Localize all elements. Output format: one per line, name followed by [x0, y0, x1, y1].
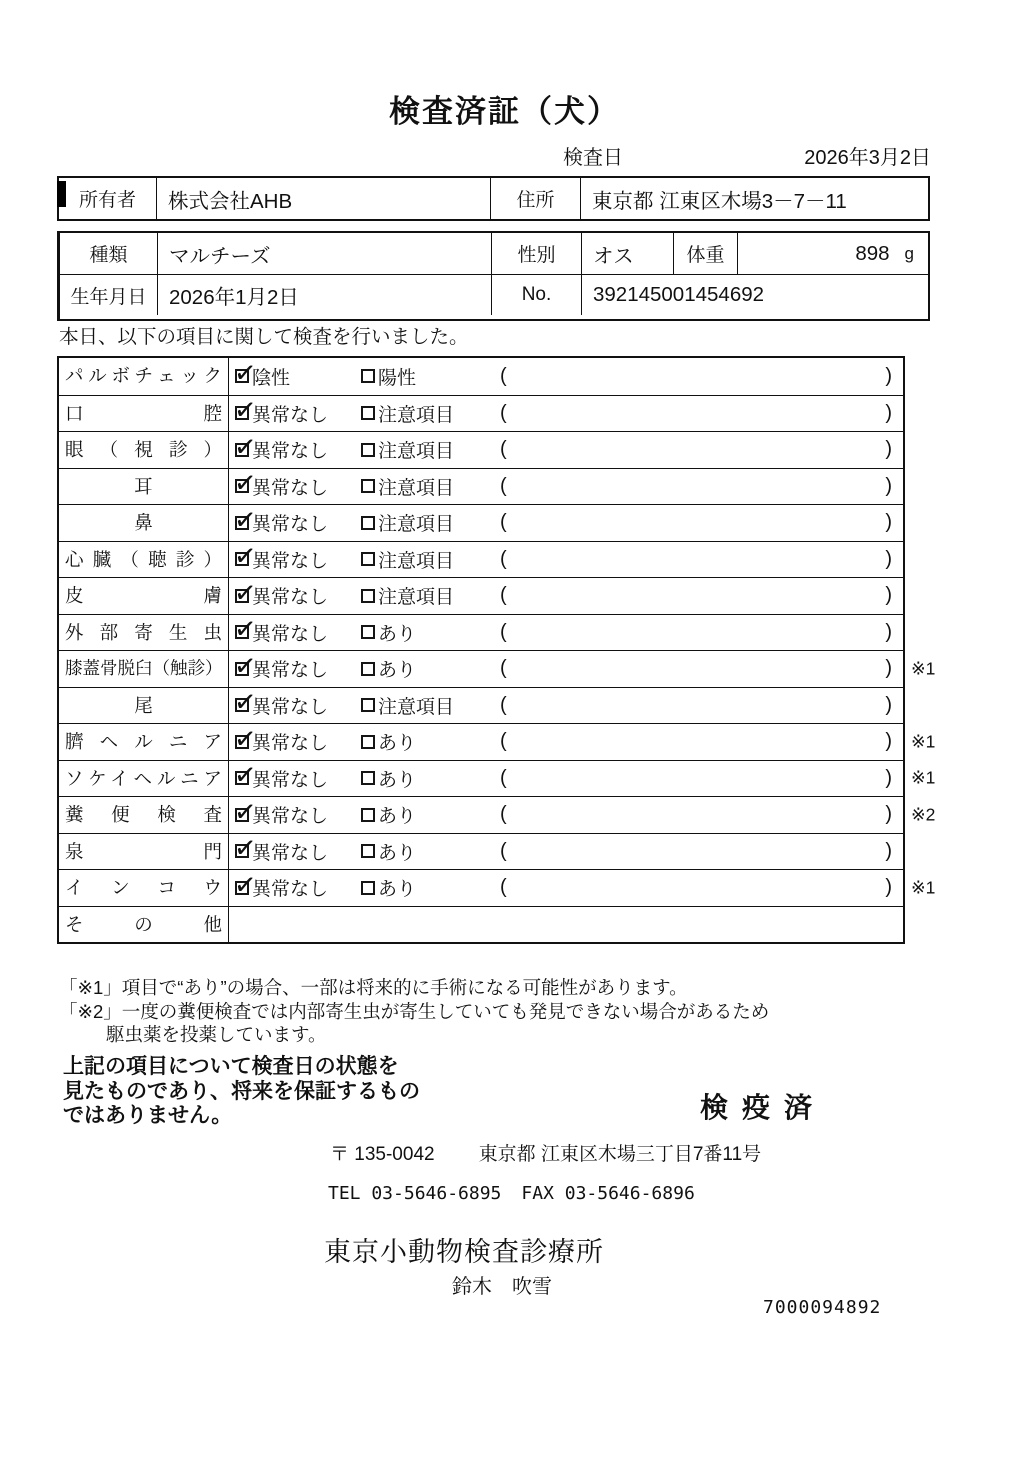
result-ng-option	[355, 358, 492, 395]
checkbox-checked-icon	[235, 479, 249, 493]
paren-open: (	[500, 474, 507, 497]
result-ok-option	[229, 834, 355, 870]
result-ng-option	[355, 542, 492, 578]
scan-mark	[57, 181, 66, 207]
ng-option-label: あり	[378, 623, 417, 645]
ng-option-label: あり	[378, 842, 417, 864]
owner-value: 株式会社AHB	[156, 178, 490, 219]
paren-open: (	[500, 803, 507, 826]
weight-value-cell	[737, 233, 928, 274]
clinic-address-row	[330, 1139, 761, 1166]
paren-open: (	[500, 730, 507, 753]
inspection-item-label: 心臓（聴診）	[59, 542, 229, 578]
checkbox-checked-icon	[235, 771, 249, 785]
inspection-table	[57, 356, 936, 944]
remark-blank-field	[492, 870, 903, 906]
checkbox-checked-icon	[235, 662, 249, 676]
inspection-row	[59, 760, 936, 797]
ok-option-label: 異常なし	[252, 477, 329, 499]
checkbox-unchecked-icon	[361, 698, 375, 712]
checkbox-unchecked-icon	[361, 369, 375, 383]
remark-blank-field	[492, 797, 903, 833]
ng-option-label: あり	[378, 806, 417, 828]
breed-row	[60, 233, 928, 274]
result-ng-option	[355, 505, 492, 541]
checkbox-unchecked-icon	[361, 771, 375, 785]
remark-blank-field	[492, 358, 903, 395]
inspection-row	[59, 723, 936, 760]
checkbox-checked-icon	[235, 881, 249, 895]
remark-blank-field	[492, 578, 903, 614]
remark-blank-field	[492, 396, 903, 432]
result-ng-option	[355, 578, 492, 614]
ng-option-label: あり	[378, 879, 417, 901]
disclaimer-line-3: ではありません。	[63, 1104, 233, 1127]
result-ok-option	[229, 542, 355, 578]
inspection-row	[59, 395, 903, 432]
paren-open: (	[500, 766, 507, 789]
result-ng-option	[355, 834, 492, 870]
checkbox-checked-icon	[235, 552, 249, 566]
inspection-item-label: 眼（視診）	[59, 432, 229, 468]
footnote-ref: ※1	[911, 731, 936, 752]
inspection-item-label: 耳	[59, 469, 229, 505]
ng-option-label: あり	[378, 660, 417, 682]
fax-number: FAX 03-5646-6896	[521, 1183, 695, 1204]
paren-open: (	[500, 364, 507, 387]
paren-close: )	[885, 547, 892, 570]
inspection-row	[59, 577, 903, 614]
inspection-item-label: 外部寄生虫	[59, 615, 229, 651]
address-label: 住所	[490, 178, 580, 219]
no-label: No.	[491, 275, 581, 315]
clinic-address: 東京都 江東区木場三丁目7番11号	[478, 1144, 762, 1165]
inspection-item-label: 泉門	[59, 834, 229, 870]
inspection-row	[59, 650, 936, 687]
sex-label: 性別	[491, 233, 581, 274]
ng-option-label: 注意項目	[378, 514, 455, 536]
paren-open: (	[500, 876, 507, 899]
checkbox-checked-icon	[235, 589, 249, 603]
remark-blank-field	[492, 651, 903, 687]
inspection-item-label: 臍ヘルニア	[59, 724, 229, 760]
result-ng-option	[355, 797, 492, 833]
checkbox-unchecked-icon	[361, 552, 375, 566]
inspection-row	[59, 358, 903, 395]
paren-close: )	[885, 730, 892, 753]
checkbox-checked-icon	[235, 844, 249, 858]
ok-option-label: 異常なし	[252, 842, 329, 864]
ok-option-label: 異常なし	[252, 514, 329, 536]
ng-option-label: 注意項目	[378, 696, 455, 718]
paren-close: )	[885, 438, 892, 461]
checkbox-checked-icon	[235, 735, 249, 749]
result-ok-option	[229, 797, 355, 833]
result-ok-option	[229, 469, 355, 505]
paren-close: )	[885, 839, 892, 862]
remark-blank-field	[492, 542, 903, 578]
checkbox-unchecked-icon	[361, 735, 375, 749]
paren-close: )	[885, 474, 892, 497]
ng-option-label: 注意項目	[378, 477, 455, 499]
result-ok-option	[229, 358, 355, 395]
address-value: 東京都 江東区木場3－7－11	[580, 178, 928, 219]
result-ok-option	[229, 870, 355, 906]
ok-option-label: 異常なし	[252, 550, 329, 572]
checkbox-unchecked-icon	[361, 589, 375, 603]
result-ok-option	[229, 432, 355, 468]
footnote-ref: ※1	[911, 877, 936, 898]
birthdate-value: 2026年1月2日	[157, 275, 491, 315]
inspection-date-row	[563, 141, 931, 170]
inspection-row-other	[59, 906, 903, 943]
birthdate-row	[60, 274, 928, 315]
inspection-item-label: 口腔	[59, 396, 229, 432]
disclaimer-line-1: 上記の項目について検査日の状態を	[63, 1055, 399, 1078]
ng-option-label: 注意項目	[378, 441, 455, 463]
paren-close: )	[885, 803, 892, 826]
ok-option-label: 異常なし	[252, 879, 329, 901]
paren-close: )	[885, 766, 892, 789]
paren-open: (	[500, 839, 507, 862]
inspection-row	[59, 833, 903, 870]
disclaimer	[63, 1055, 420, 1129]
result-ok-option	[229, 761, 355, 797]
result-ng-option	[355, 761, 492, 797]
ok-option-label: 異常なし	[252, 806, 329, 828]
inspection-row	[59, 504, 903, 541]
paren-open: (	[500, 693, 507, 716]
paren-open: (	[500, 584, 507, 607]
weight-unit: g	[904, 243, 914, 263]
paren-close: )	[885, 584, 892, 607]
checkbox-checked-icon	[235, 698, 249, 712]
result-ok-option	[229, 724, 355, 760]
checkbox-checked-icon	[235, 808, 249, 822]
inspection-date-label: 検査日	[563, 147, 623, 169]
paren-open: (	[500, 511, 507, 534]
no-value: 392145001454692	[581, 275, 928, 315]
ng-option-label: 注意項目	[378, 587, 455, 609]
footnote-ref: ※1	[911, 767, 936, 788]
serial-number: 7000094892	[763, 1297, 882, 1318]
remark-blank-field	[492, 834, 903, 870]
result-ng-option	[355, 688, 492, 724]
owner-label: 所有者	[78, 190, 136, 211]
remark-blank-field	[492, 469, 903, 505]
result-ng-option	[355, 396, 492, 432]
intro-text: 本日、以下の項目に関して検査を行いました。	[59, 326, 469, 348]
weight-value: 898	[855, 241, 890, 265]
result-ng-option	[355, 870, 492, 906]
owner-info-table	[57, 176, 930, 221]
paren-open: (	[500, 657, 507, 680]
inspection-item-label: パルボチェック	[59, 358, 229, 395]
page-title: 検査済証（犬）	[389, 94, 620, 129]
checkbox-checked-icon	[235, 369, 249, 383]
ok-option-label: 異常なし	[252, 696, 329, 718]
ok-option-label: 異常なし	[252, 623, 329, 645]
checkbox-checked-icon	[235, 406, 249, 420]
birthdate-label: 生年月日	[70, 286, 147, 308]
inspection-date-value: 2026年3月2日	[804, 147, 931, 169]
ng-option-label: 注意項目	[378, 550, 455, 572]
paren-open: (	[500, 401, 507, 424]
checkbox-unchecked-icon	[361, 443, 375, 457]
checkbox-unchecked-icon	[361, 881, 375, 895]
ok-option-label: 異常なし	[252, 404, 329, 426]
paren-close: )	[885, 620, 892, 643]
paren-close: )	[885, 511, 892, 534]
result-ok-option	[229, 578, 355, 614]
ng-option-label: 陽性	[378, 367, 417, 389]
checkbox-unchecked-icon	[361, 625, 375, 639]
checkbox-checked-icon	[235, 625, 249, 639]
inspection-item-label: 膝蓋骨脱臼（触診）	[59, 651, 229, 687]
result-ng-option	[355, 469, 492, 505]
checkbox-unchecked-icon	[361, 516, 375, 530]
inspection-item-label: 皮膚	[59, 578, 229, 614]
remark-blank-field	[492, 688, 903, 724]
remark-blank-field	[492, 724, 903, 760]
inspection-row	[59, 431, 903, 468]
checkbox-unchecked-icon	[361, 479, 375, 493]
inspection-item-label: 糞便検査	[59, 797, 229, 833]
clinic-phone-row	[328, 1183, 695, 1204]
tel-number: TEL 03-5646-6895	[328, 1183, 502, 1204]
quarantine-passed-stamp: 検疫済	[700, 1092, 827, 1123]
checkbox-checked-icon	[235, 443, 249, 457]
ok-option-label: 異常なし	[252, 769, 329, 791]
clinic-name: 東京小動物検査診療所	[324, 1237, 604, 1267]
result-ok-option	[229, 396, 355, 432]
paren-open: (	[500, 620, 507, 643]
ok-option-label: 陰性	[252, 367, 291, 389]
checkbox-unchecked-icon	[361, 844, 375, 858]
remark-blank-field	[492, 761, 903, 797]
sex-value: オス	[581, 233, 673, 274]
result-ng-option	[355, 651, 492, 687]
remark-blank-field	[492, 432, 903, 468]
ng-option-label: あり	[378, 769, 417, 791]
result-ng-option	[355, 724, 492, 760]
ok-option-label: 異常なし	[252, 660, 329, 682]
remark-blank-field	[492, 505, 903, 541]
result-ok-option	[229, 651, 355, 687]
footnote-ref: ※1	[911, 658, 936, 679]
result-ok-option	[229, 615, 355, 651]
inspection-item-label: ソケイヘルニア	[59, 761, 229, 797]
paren-close: )	[885, 657, 892, 680]
breed-label: 種類	[89, 245, 128, 266]
inspection-item-label: インコウ	[59, 870, 229, 906]
postal-code: 〒 135-0042	[330, 1144, 435, 1165]
breed-value: マルチーズ	[157, 233, 491, 274]
examiner-name: 鈴木 吹雪	[452, 1276, 552, 1298]
disclaimer-line-2: 見たものであり、将来を保証するもの	[63, 1079, 420, 1103]
inspection-row	[59, 541, 903, 578]
paren-close: )	[885, 876, 892, 899]
inspection-item-label: その他	[59, 907, 229, 943]
footnote-2-continued: 駆虫薬を投薬しています。	[106, 1024, 327, 1045]
inspection-row	[59, 687, 903, 724]
ok-option-label: 異常なし	[252, 587, 329, 609]
checkbox-unchecked-icon	[361, 808, 375, 822]
ng-option-label: あり	[378, 733, 417, 755]
inspection-row	[59, 614, 903, 651]
animal-info-table	[57, 231, 930, 321]
checkbox-unchecked-icon	[361, 662, 375, 676]
checkbox-unchecked-icon	[361, 406, 375, 420]
inspection-row	[59, 869, 936, 906]
inspection-row	[59, 468, 903, 505]
paren-close: )	[885, 364, 892, 387]
result-ng-option	[355, 615, 492, 651]
paren-close: )	[885, 693, 892, 716]
ok-option-label: 異常なし	[252, 733, 329, 755]
result-ok-option	[229, 505, 355, 541]
footnote-ref: ※2	[911, 804, 936, 825]
paren-open: (	[500, 547, 507, 570]
inspection-item-label: 尾	[59, 688, 229, 724]
footnote-2: 「※2」一度の糞便検査では内部寄生虫が寄生していても発見できない場合があるため	[59, 1000, 770, 1022]
result-ng-option	[355, 432, 492, 468]
ok-option-label: 異常なし	[252, 441, 329, 463]
inspection-row	[59, 796, 936, 833]
paren-open: (	[500, 438, 507, 461]
footnote-1: 「※1」項目で“あり”の場合、一部は将来的に手術になる可能性があります。	[59, 977, 688, 998]
footnotes	[59, 976, 769, 1047]
remark-blank-field	[492, 615, 903, 651]
other-blank-field	[229, 907, 903, 943]
checkbox-checked-icon	[235, 516, 249, 530]
inspection-item-label: 鼻	[59, 505, 229, 541]
weight-label: 体重	[673, 233, 737, 274]
result-ok-option	[229, 688, 355, 724]
paren-close: )	[885, 401, 892, 424]
ng-option-label: 注意項目	[378, 404, 455, 426]
